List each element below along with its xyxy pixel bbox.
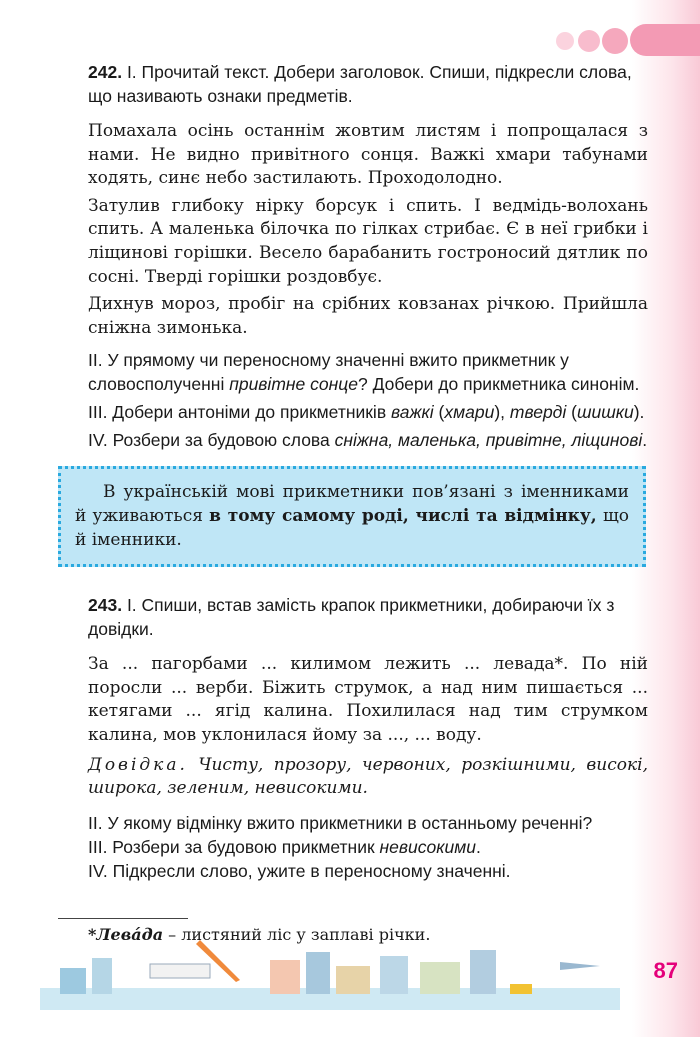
bus [510, 984, 532, 994]
story-paragraph-2: Затулив глибоку нірку борсук і спить. І ведмідь-волохань спить. А маленька білочка по гілках стрибає. Є в неї грибки і ліщинові горішки. Весело барабанить гостроносий дятлик по сосні. Тверді горішки роздовбує. [88, 195, 648, 287]
city-illustration [40, 940, 620, 1010]
question-243-4: ІV. Підкресли слово, ужите в переносному значенні. [88, 860, 511, 881]
decorative-pill [630, 24, 700, 56]
airplane [560, 962, 600, 970]
question-243-3: ІІІ. Розбери за будовою прикметник невисокими. [88, 836, 481, 857]
question-3: ІІІ. Добери антоніми до прикметників важкі (хмари), тверді (шишки). [88, 402, 645, 423]
reference-label: Довідка. [88, 754, 188, 775]
exercise-242-questions [88, 348, 648, 452]
question-4: ІV. Розбери за будовою слова сніжна, маленька, привітне, ліщинові. [88, 430, 648, 451]
dot-2 [578, 30, 600, 52]
exercise-243-task [88, 593, 648, 641]
story-paragraph-3: Дихнув мороз, пробіг на срібних ковзанах річкою. Прийшла сніжна зимонька. [88, 294, 648, 338]
page-content [75, 58, 649, 883]
exercise-243-text: За ... пагорбами ... килимом лежить ... левада*. По ній поросли ... верби. Біжить струмок, а над ним пишається ... кетягами ... ягід калина. Похилилася над тим струмком калина, мов уклонилася йому за ..., ... воду. [88, 654, 648, 745]
reference-word-list: Чисту, прозору, червоних, розкішними, високі, широка, зеленим, невисокими. [88, 754, 649, 799]
exercise-243 [88, 593, 648, 883]
building [92, 958, 112, 994]
story-paragraph-1: Помахала осінь останнім жовтим листям і попрощалася з нами. Не видно привітного сонця. Важкі хмари табунами ходять, синє небо застилають. Проходолодно. [88, 121, 648, 189]
grammar-rule-box [58, 466, 646, 567]
question-243-2: ІІ. У якому відмінку вжито прикметники в останньому реченні? [88, 812, 593, 833]
building [270, 960, 300, 994]
exercise-243-number: 243. [88, 595, 123, 616]
building [336, 966, 370, 994]
grammar-rule-text: В українській мові прикметники пов’язані з іменниками й уживаються в тому самому роді, числі та відмінку, що й іменники. [75, 482, 629, 550]
exercise-242-instruction: І. Прочитай текст. Добери заголовок. Спиши, підкресли слова, що називають ознаки предметів. [88, 62, 632, 106]
reference-words [88, 754, 648, 801]
footnote-divider [58, 918, 188, 919]
question-2: ІІ. У прямому чи переносному значенні вжито прикметник у словосполученні привітне сонце? Добери до прикметника синонім. [88, 350, 640, 395]
building [306, 952, 330, 994]
exercise-243-questions [88, 811, 648, 883]
building [60, 968, 86, 994]
dot-1 [556, 32, 574, 50]
footnote: *Левáда – листяний ліс у заплаві річки. [88, 925, 431, 944]
ship [150, 964, 210, 978]
exercise-242-story [88, 120, 648, 340]
building [380, 956, 408, 994]
exercise-242-task [88, 60, 648, 108]
dot-3 [602, 28, 628, 54]
page-number: 87 [653, 958, 678, 983]
building [420, 962, 460, 994]
exercise-243-instruction: І. Спиши, встав замість крапок прикметники, добираючи їх з довідки. [88, 595, 615, 640]
exercise-242-number: 242. [88, 62, 123, 82]
building [470, 950, 496, 994]
